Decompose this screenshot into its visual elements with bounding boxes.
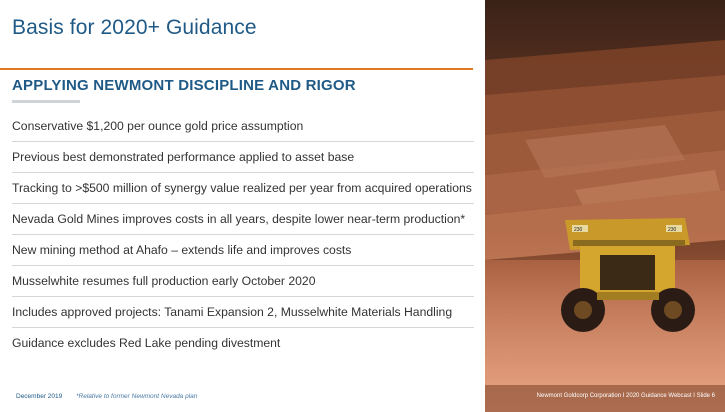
truck-hub	[664, 301, 682, 319]
bullet-list	[12, 111, 474, 359]
footer-date: December 2019	[16, 393, 63, 400]
truck-plate-left-label: 230	[574, 227, 583, 233]
list-item: Conservative $1,200 per ounce gold price assumption	[12, 111, 474, 142]
truck-plate-right-label: 230	[668, 227, 677, 233]
title-divider	[0, 68, 473, 70]
truck-hub	[574, 301, 592, 319]
slide-title: Basis for 2020+ Guidance	[12, 16, 257, 39]
footnote: *Relative to former Newmont Nevada plan	[76, 393, 198, 400]
list-item: Guidance excludes Red Lake pending divestment	[12, 336, 281, 350]
list-item: New mining method at Ahafo – extends life and improves costs	[12, 235, 474, 266]
list-item: Nevada Gold Mines improves costs in all years, despite lower near-term production*	[12, 204, 474, 235]
list-item: Includes approved projects: Tanami Expansion 2, Musselwhite Materials Handling	[12, 297, 474, 328]
mine-haul-truck-photo	[485, 0, 725, 412]
truck-bumper	[597, 292, 659, 300]
list-item: Musselwhite resumes full production early October 2020	[12, 266, 474, 297]
list-item: Tracking to >$500 million of synergy value realized per year from acquired operations	[12, 173, 474, 204]
list-item: Previous best demonstrated performance applied to asset base	[12, 142, 474, 173]
section-heading: APPLYING NEWMONT DISCIPLINE AND RIGOR	[12, 77, 356, 94]
footer-slide-info: Newmont Goldcorp Corporation I 2020 Guidance Webcast I Slide 6	[536, 393, 715, 399]
heading-underline	[12, 100, 80, 103]
truck-deck	[573, 240, 685, 246]
truck-grille	[600, 255, 655, 290]
